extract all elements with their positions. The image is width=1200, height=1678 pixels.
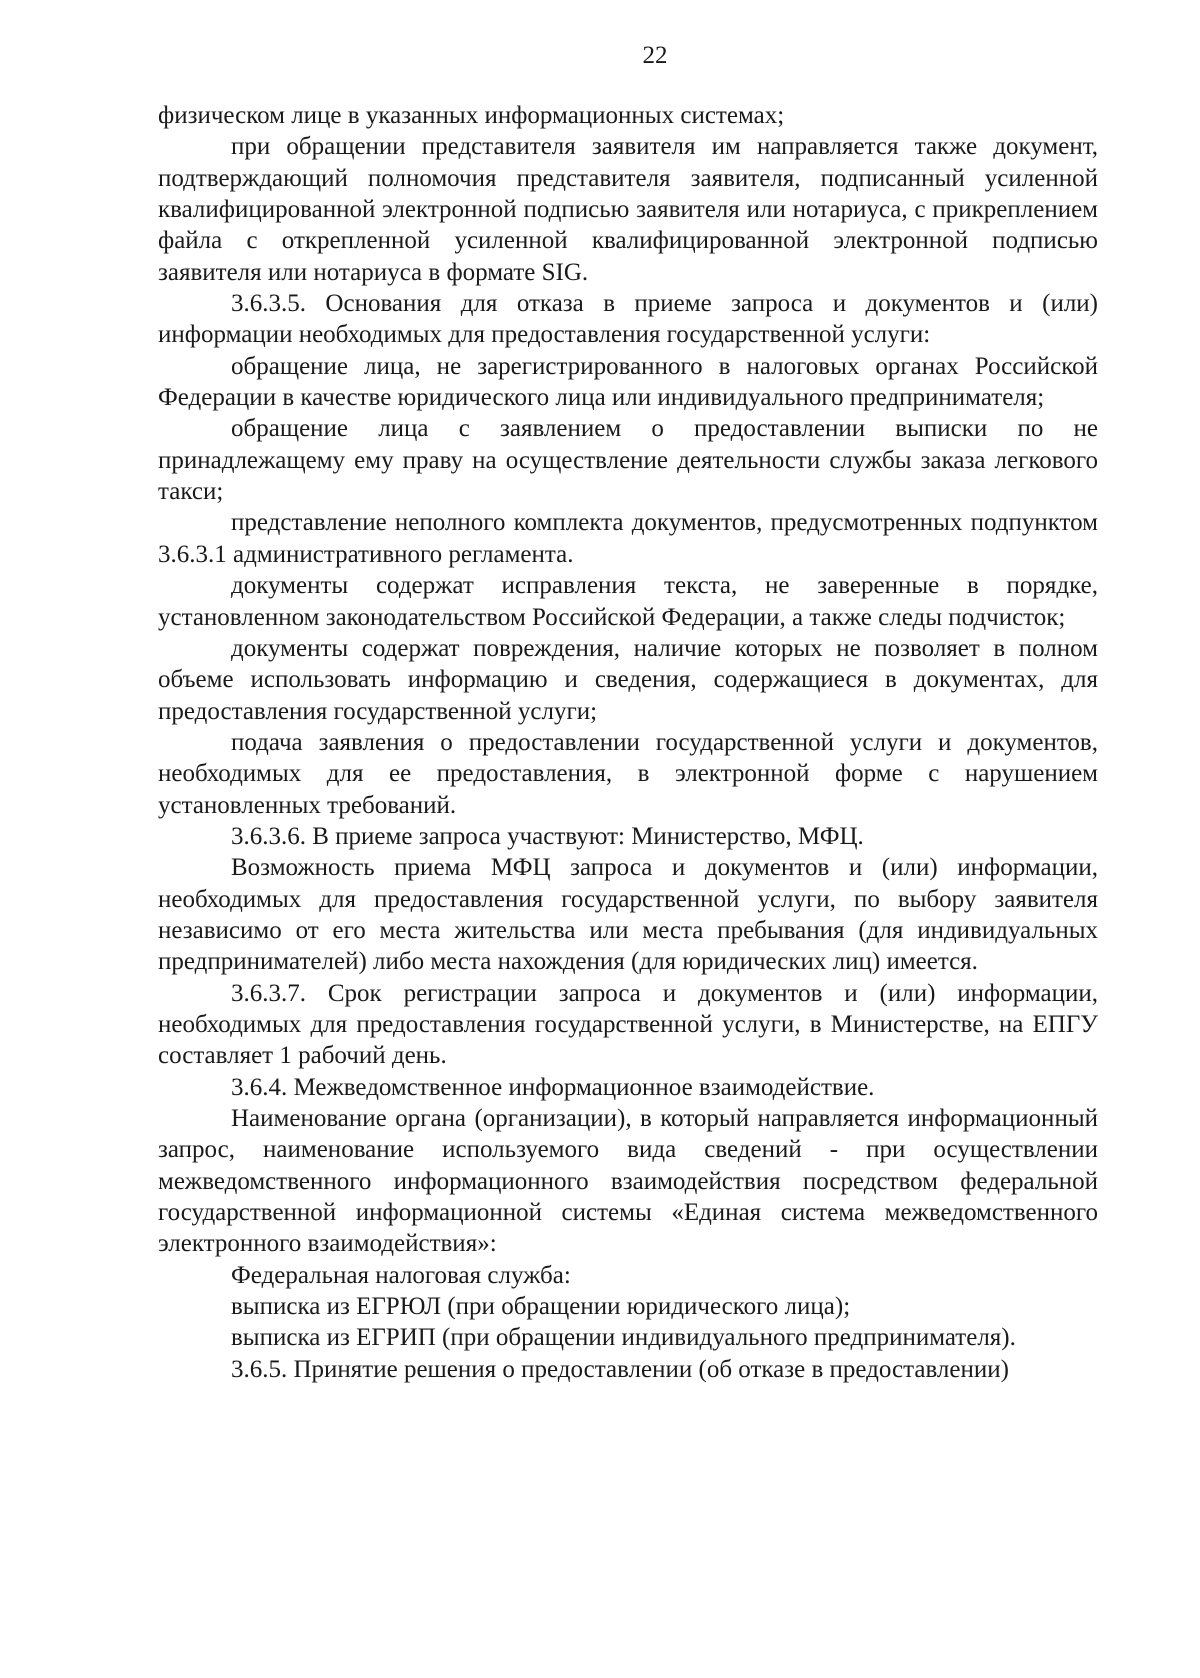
document-body bbox=[158, 100, 1098, 1385]
paragraph: документы содержат исправления текста, не заверенные в порядке, установленном законодательством Российской Федерации, а также следы подчисток; bbox=[158, 572, 1098, 631]
paragraph: физическом лице в указанных информационных системах; bbox=[158, 102, 785, 129]
paragraph: 3.6.4. Межведомственное информационное взаимодействие. bbox=[231, 1073, 875, 1101]
paragraph: 3.6.3.7. Срок регистрации запроса и документов и (или) информации, необходимых для предоставления государственной услуги, в Министерстве, на ЕПГУ составляет 1 рабочий день. bbox=[158, 979, 1098, 1070]
paragraph: при обращении представителя заявителя им направляется также документ, подтверждающий полномочия представителя заявителя, подписанный усиленной квалифицированной электронной подписью заявителя или нотариуса, с прикреплением файла с открепленной усиленной квалифицированной электронной подписью заявителя или нотариуса в формате SIG. bbox=[158, 133, 1098, 286]
paragraph: представление неполного комплекта документов, предусмотренных подпунктом 3.6.3.1 административного регламента. bbox=[158, 509, 1098, 568]
paragraph: 3.6.5. Принятие решения о предоставлении (об отказе в предоставлении) bbox=[231, 1355, 1009, 1383]
paragraph: обращение лица, не зарегистрированного в налоговых органах Российской Федерации в качестве юридического лица или индивидуального предпринимателя; bbox=[158, 352, 1098, 412]
paragraph: обращение лица с заявлением о предоставлении выписки по не принадлежащему ему праву на осуществление деятельности службы заказа легкового такси; bbox=[158, 415, 1098, 506]
paragraph: Возможность приема МФЦ запроса и документов и (или) информации, необходимых для предоставления государственной услуги, по выбору заявителя независимо от его места жительства или места пребывания (для индивидуальных предпринимателей) либо места нахождения (для юридических лиц) имеется. bbox=[158, 854, 1098, 976]
paragraph: выписка из ЕГРИП (при обращении индивидуального предпринимателя). bbox=[231, 1324, 1016, 1352]
paragraph: Федеральная налоговая служба: bbox=[231, 1261, 571, 1289]
paragraph: 3.6.3.6. В приеме запроса участвуют: Министерство, МФЦ. bbox=[231, 822, 864, 850]
paragraph: выписка из ЕГРЮЛ (при обращении юридического лица); bbox=[231, 1293, 851, 1321]
page-number: 22 bbox=[642, 42, 668, 69]
paragraph: подача заявления о предоставлении государственной услуги и документов, необходимых для ее предоставления, в электронной форме с нарушением установленных требований. bbox=[158, 728, 1098, 819]
paragraph: документы содержат повреждения, наличие которых не позволяет в полном объеме использовать информацию и сведения, содержащиеся в документах, для предоставления государственной услуги; bbox=[158, 634, 1098, 725]
paragraph: 3.6.3.5. Основания для отказа в приеме запроса и документов и (или) информации необходимых для предоставления государственной услуги: bbox=[158, 290, 1098, 349]
paragraph: Наименование органа (организации), в который направляется информационный запрос, наименование используемого вида сведений - при осуществлении межведомственного информационного взаимодействия посредством федеральной государственной информационной системы «Единая система межведомственного электронного взаимодействия»: bbox=[158, 1105, 1098, 1258]
